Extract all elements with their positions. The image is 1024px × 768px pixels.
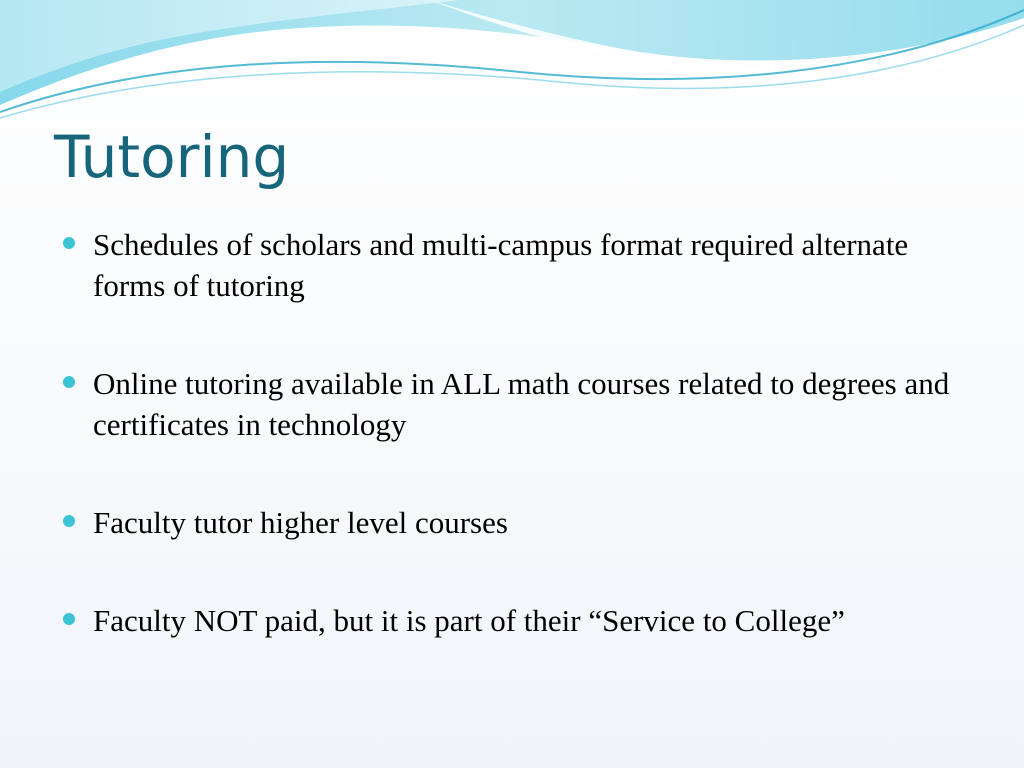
bullet-marker-icon (63, 515, 75, 527)
bullet-item (60, 363, 960, 445)
bullet-marker-icon (63, 613, 75, 625)
bullet-item (60, 600, 960, 641)
bullet-list (60, 224, 960, 641)
slide-title: Tutoring (54, 123, 290, 191)
bullet-item (60, 502, 960, 543)
bullet-text: Faculty tutor higher level courses (93, 505, 508, 540)
bullet-marker-icon (63, 376, 75, 388)
bullet-marker-icon (63, 237, 75, 249)
bullet-text: Schedules of scholars and multi-campus format required alternate forms of tutoring (93, 227, 909, 303)
bullet-text: Online tutoring available in ALL math courses related to degrees and certificates in technology (93, 366, 950, 442)
bullet-text: Faculty NOT paid, but it is part of their “Service to College” (93, 603, 845, 638)
bullet-item (60, 224, 960, 306)
header-wave-decoration (0, 0, 1024, 130)
